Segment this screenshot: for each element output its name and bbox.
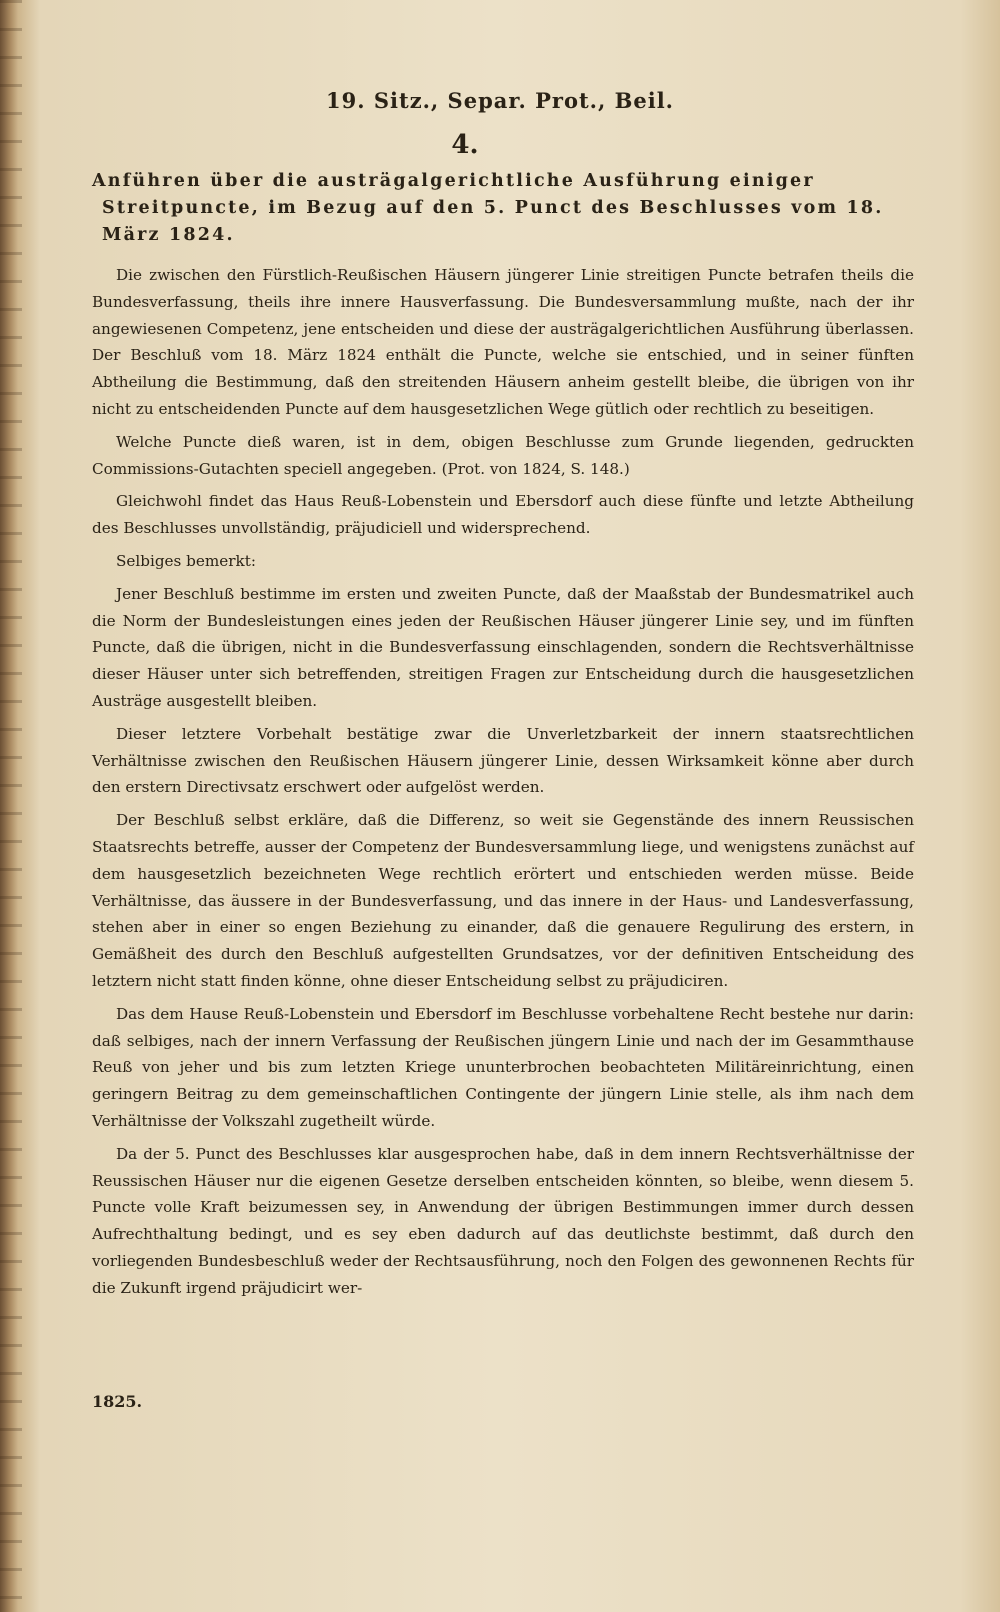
page-header: 19. Sitz., Separ. Prot., Beil. bbox=[326, 88, 674, 113]
document-number: 4. bbox=[451, 130, 479, 160]
paragraph-8: Das dem Hause Reuß-Lobenstein und Ebersdorf im Beschlusse vorbehaltene Recht bestehe nur darin: daß selbiges, nach der innern Verfassung der Reußischen jüngern Linie und nach der im Gesammthause Reuß von jeher und bis zum letzten Kriege ununterbrochen beobachteten Militäreinrichtung, einen geringern Beitrag zu dem gemeinschaftlichen Contingente der jüngern Linie stelle, als ihm nach dem Verhältnisse der Volkszahl zugetheilt würde. bbox=[92, 1004, 914, 1130]
body-text bbox=[92, 262, 914, 1307]
paragraph-1: Die zwischen den Fürstlich-Reußischen Häusern jüngerer Linie streitigen Puncte betrafen theils die Bundesverfassung, theils ihre innere Hausverfassung. Die Bundesversammlung mußte, nach der ihr angewiesenen Competenz, jene entscheiden und diese der austrägalgerichtlichen Ausführung überlassen. Der Beschluß vom 18. März 1824 enthält die Puncte, welche sie entschied, und in seiner fünften Abtheilung die Bestimmung, daß den streitenden Häusern anheim gestellt bleibe, die übrigen von ihr nicht zu entscheidenden Puncte auf dem hausgesetzlichen Wege gütlich oder rechtlich zu beseitigen. bbox=[92, 266, 914, 418]
paragraph-3: Gleichwohl findet das Haus Reuß-Lobenstein und Ebersdorf auch diese fünfte und letzte Abtheilung des Beschlusses unvollständig, präjudiciell und widersprechend. bbox=[92, 492, 914, 538]
paragraph-5: Jener Beschluß bestimme im ersten und zweiten Puncte, daß der Maaßstab der Bundesmatrikel auch die Norm der Bundesleistungen eines jeden der Reußischen Häuser jüngerer Linie sey, und im fünften Puncte, daß die übrigen, nicht in die Bundesverfassung einschlagenden, sondern die Rechtsverhältnisse dieser Häuser unter sich betreffenden, streitigen Fragen zur Entscheidung durch die hausgesetzlichen Austräge ausgestellt bleiben. bbox=[92, 584, 914, 710]
paragraph-9: Da der 5. Punct des Beschlusses klar ausgesprochen habe, daß in dem innern Rechtsverhältnisse der Reussischen Häuser nur die eigenen Gesetze derselben entscheiden könnten, so bleibe, wenn diesem 5. Puncte volle Kraft beizumessen sey, in Anwendung der übrigen Bestimmungen immer durch dessen Aufrechthaltung bedingt, und es sey eben dadurch auf das deutlichste bestimmt, daß durch den vorliegenden Bundesbeschluß weder der Rechtsausführung, noch den Folgen des gewonnenen Rechts für die Zukunft irgend präjudicirt wer- bbox=[92, 1144, 914, 1297]
document-title: Anführen über die austrägalgerichtliche Ausführung einiger Streitpuncte, im Bezug auf den 5. Punct des Beschlusses vom 18. März 1824. bbox=[92, 171, 884, 245]
paragraph-4: Selbiges bemerkt: bbox=[116, 551, 256, 570]
paragraph-7: Der Beschluß selbst erkläre, daß die Differenz, so weit sie Gegenstände des innern Reussischen Staatsrechts betreffe, ausser der Competenz der Bundesversammlung liege, und wenigstens zunächst auf dem hausgesetzlich bezeichneten Wege rechtlich erörtert und entschieden werden müsse. Beide Verhältnisse, das äussere in der Bundesverfassung, und das innere in der Haus- und Landesverfassung, stehen aber in einer so engen Beziehung zu einander, daß die genauere Regulirung des erstern, in Gemäßheit des durch den Beschluß aufgestellten Grundsatzes, vor der definitiven Entscheidung des letztern nicht statt finden könne, ohne dieser Entscheidung selbst zu präjudiciren. bbox=[92, 811, 914, 990]
paragraph-2: Welche Puncte dieß waren, ist in dem, obigen Beschlusse zum Grunde liegenden, gedruckten Commissions-Gutachten speciell angegeben. (Prot. von 1824, S. 148.) bbox=[92, 432, 914, 478]
paragraph-6: Dieser letztere Vorbehalt bestätige zwar die Unverletzbarkeit der innern staatsrechtlichen Verhältnisse zwischen den Reußischen Häusern jüngerer Linie, dessen Wirksamkeit könne aber durch den erstern Directivsatz erschwert oder aufgelöst werden. bbox=[92, 724, 914, 797]
book-spine-edge bbox=[0, 0, 22, 1612]
footer-year: 1825. bbox=[92, 1392, 143, 1411]
